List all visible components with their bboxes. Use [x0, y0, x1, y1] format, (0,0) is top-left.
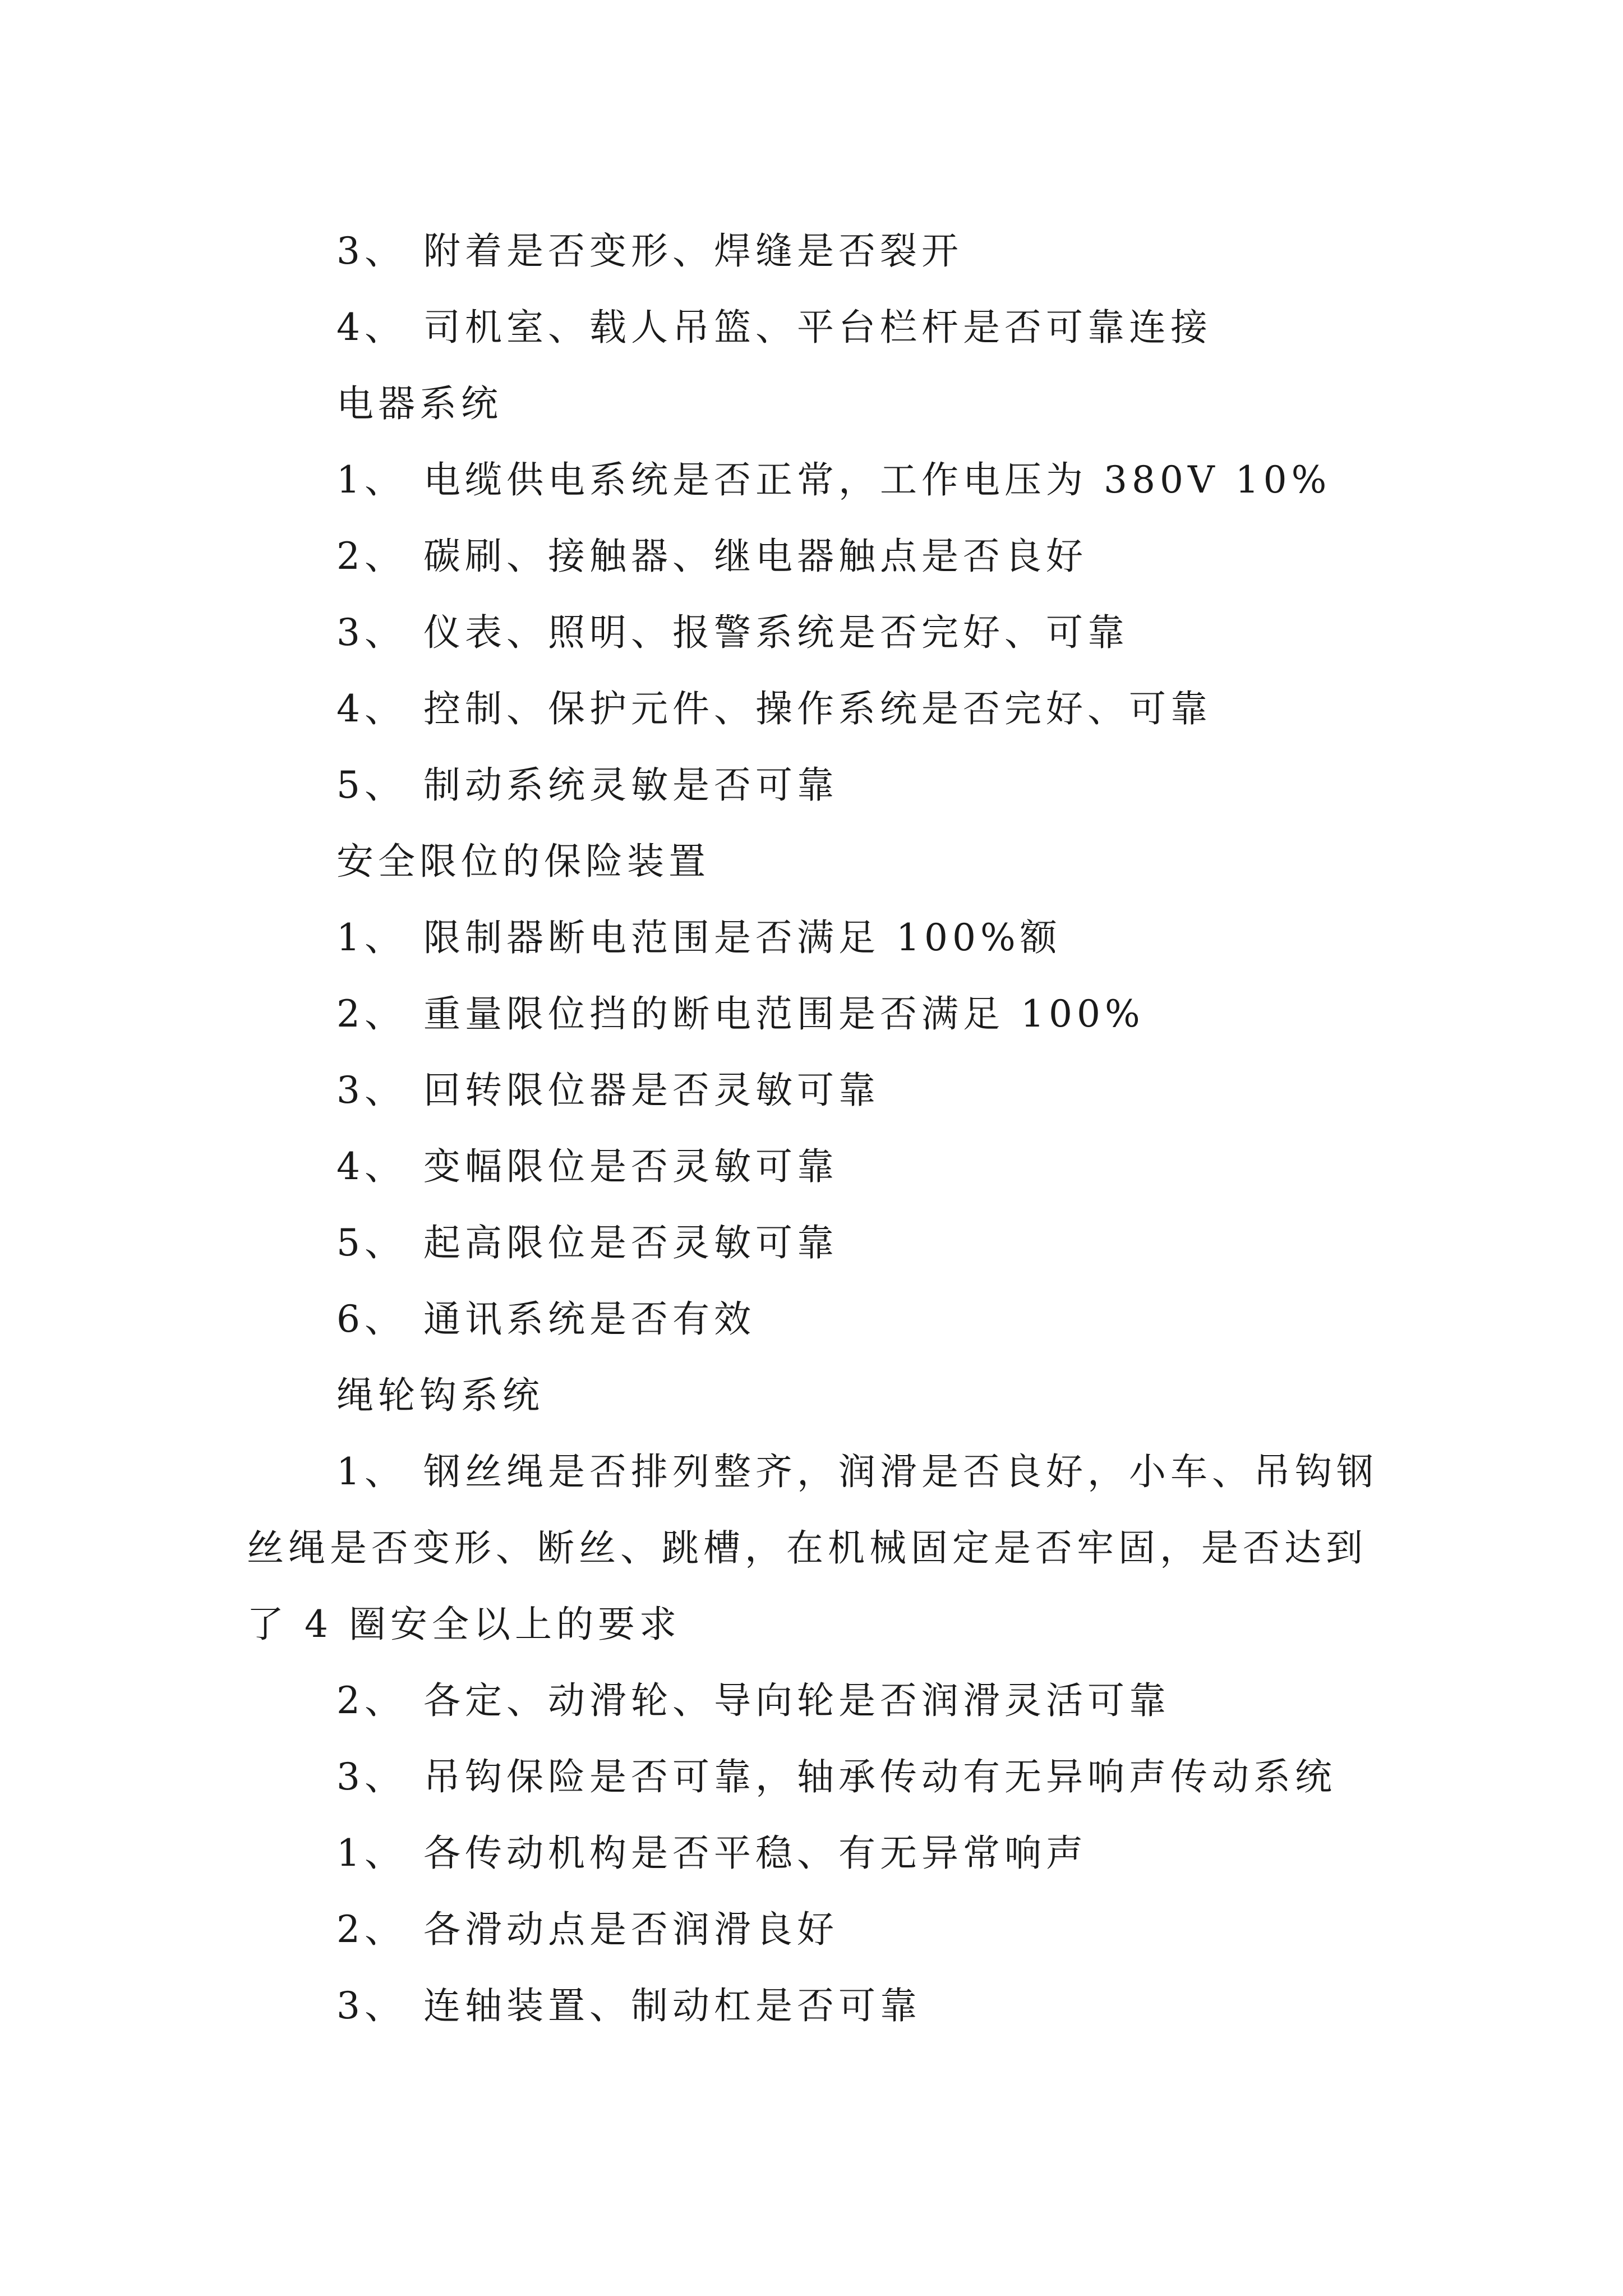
item-text: 电缆供电系统是否正常，工作电压为 380V 10%: [423, 458, 1331, 501]
list-item: [247, 900, 1380, 976]
list-item: [247, 671, 1380, 747]
item-number: 4、: [336, 1145, 406, 1188]
item-number: 3、: [336, 611, 406, 654]
list-item: [247, 595, 1380, 671]
item-number: 3、: [336, 1755, 406, 1798]
item-number: 2、: [336, 1679, 406, 1722]
item-text: 各传动机构是否平稳、有无异常响声: [423, 1832, 1087, 1875]
list-item: [247, 1815, 1380, 1892]
item-number: 3、: [336, 1069, 406, 1112]
item-number: 5、: [336, 763, 406, 807]
list-item: [247, 213, 1380, 289]
item-number: 4、: [336, 306, 406, 349]
item-number: 1、: [336, 916, 406, 959]
item-number: 3、: [336, 229, 406, 273]
item-number: 2、: [336, 1908, 406, 1951]
item-text: 重量限位挡的断电范围是否满足 100%: [423, 992, 1145, 1036]
item-number: 2、: [336, 535, 406, 578]
item-text: 各定、动滑轮、导向轮是否润滑灵活可靠: [423, 1679, 1170, 1722]
item-number: 5、: [336, 1221, 406, 1264]
document-body: [247, 213, 1380, 2044]
list-item: [247, 1281, 1380, 1358]
item-number: 1、: [336, 1832, 406, 1875]
item-text: 控制、保护元件、操作系统是否完好、可靠: [423, 687, 1212, 730]
item-text: 制动系统灵敏是否可靠: [423, 763, 838, 807]
list-item: [247, 518, 1380, 595]
list-item-paragraph: [247, 1434, 1380, 1663]
item-text: 限制器断电范围是否满足 100%额: [423, 916, 1062, 959]
item-text: 吊钩保险是否可靠，轴承传动有无异响声传动系统: [423, 1755, 1336, 1798]
item-number: 1、: [336, 1450, 406, 1493]
item-number: 2、: [336, 992, 406, 1036]
list-item: [247, 1129, 1380, 1205]
list-item: [247, 1663, 1380, 1739]
list-item: [247, 1052, 1380, 1129]
item-text: 变幅限位是否灵敏可靠: [423, 1145, 838, 1188]
list-item: [247, 1205, 1380, 1281]
item-text: 司机室、载人吊篮、平台栏杆是否可靠连接: [423, 306, 1212, 349]
list-item: [247, 1968, 1380, 2044]
item-text: 回转限位器是否灵敏可靠: [423, 1069, 880, 1112]
item-text: 各滑动点是否润滑良好: [423, 1908, 838, 1951]
section-heading: 电器系统: [336, 382, 502, 425]
item-number: 6、: [336, 1297, 406, 1341]
list-item: [247, 289, 1380, 366]
item-text: 钢丝绳是否排列整齐，润滑是否良好，小车、吊钩钢丝绳是否变形、断丝、跳槽，在机械固定是否牢固，是否达到了 4 圈安全以上的要求: [247, 1450, 1378, 1646]
item-text: 附着是否变形、焊缝是否裂开: [423, 229, 963, 273]
item-number: 4、: [336, 687, 406, 730]
item-text: 仪表、照明、报警系统是否完好、可靠: [423, 611, 1129, 654]
item-text: 连轴装置、制动杠是否可靠: [423, 1984, 921, 2027]
item-text: 起高限位是否灵敏可靠: [423, 1221, 838, 1264]
list-item: [247, 976, 1380, 1052]
list-item: [247, 1739, 1380, 1815]
item-number: 1、: [336, 458, 406, 501]
section-heading: 安全限位的保险装置: [336, 840, 710, 883]
list-item: [247, 442, 1380, 518]
list-item: [247, 1892, 1380, 1968]
section-heading: 绳轮钩系统: [336, 1374, 544, 1417]
item-number: 3、: [336, 1984, 406, 2027]
item-text: 碳刷、接触器、继电器触点是否良好: [423, 535, 1087, 578]
item-text: 通讯系统是否有效: [423, 1297, 755, 1341]
list-item: [247, 747, 1380, 823]
